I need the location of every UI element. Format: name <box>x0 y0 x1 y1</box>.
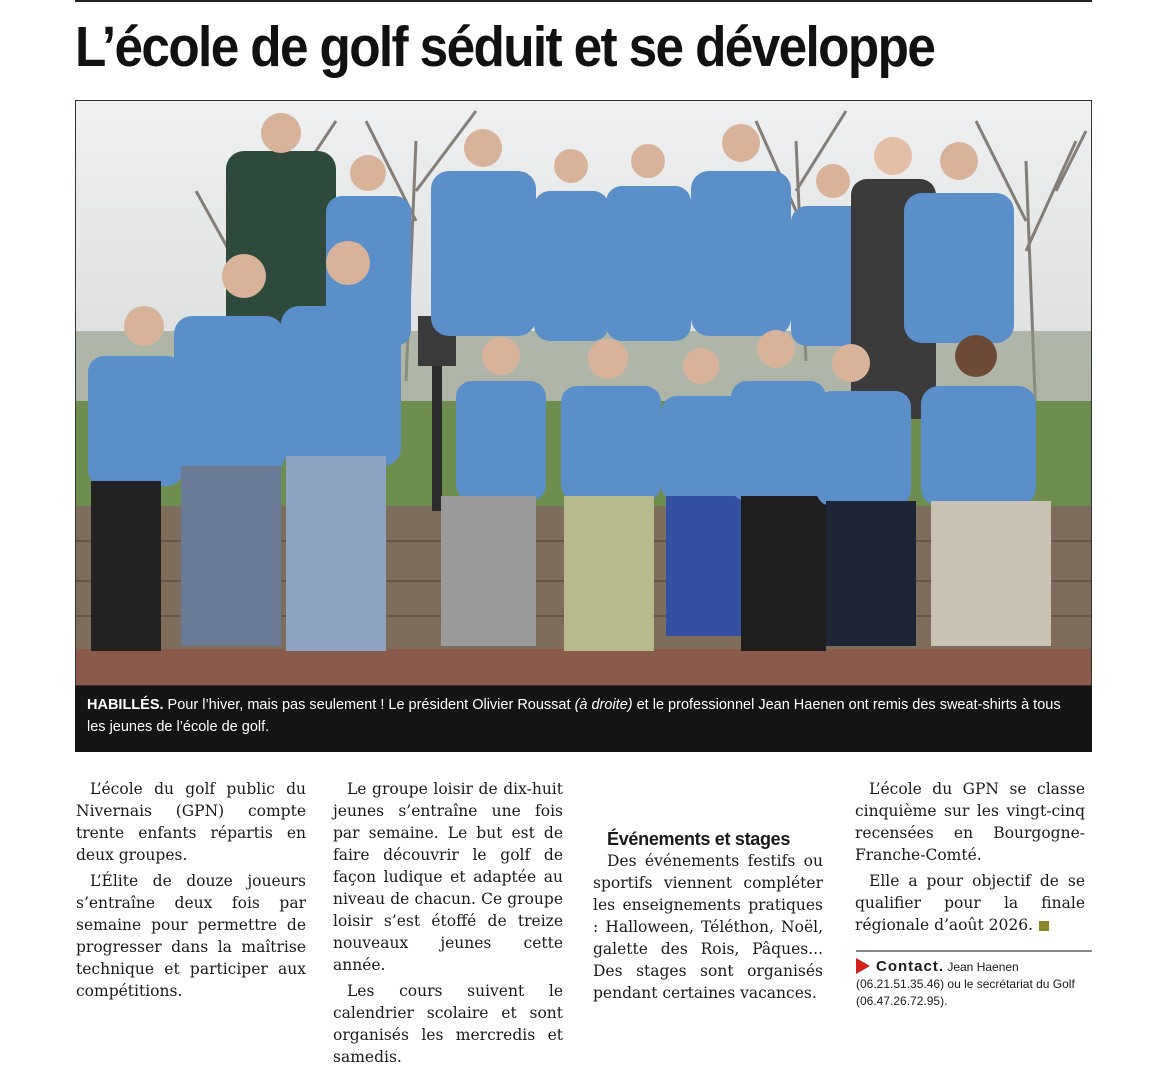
paragraph-7 <box>855 870 1085 936</box>
contact-text: Jean Haenen (06.21.51.35.46) ou le secrétariat du Golf (06.47.26.72.95). <box>856 960 1075 1008</box>
paragraph-1: L’école du golf public du Nivernais (GPN) compte trente enfants répartis en deux groupes. <box>76 780 306 864</box>
photo-caption <box>75 686 1092 752</box>
headline: L’école de golf séduit et se développe <box>75 15 935 79</box>
paragraph-2: L’Élite de douze joueurs s’entraîne deux fois par semaine pour permettre de progresser dans la maîtrise technique et participer aux compétitions. <box>76 872 306 1000</box>
group-photo-illustration <box>76 101 1091 685</box>
caption-lead: HABILLÉS. <box>87 697 164 713</box>
paragraph-6: L’école du GPN se classe cinquième sur les vingt-cinq recensées en Bourgogne-Franche-Comté. <box>855 780 1085 864</box>
caption-italic: (à droite) <box>574 697 633 713</box>
caption-text: Pour l’hiver, mais pas seulement ! Le président Olivier Roussat <box>163 697 575 713</box>
article-column-3 <box>593 778 823 1004</box>
contact-box <box>856 958 1096 1010</box>
article-column-1 <box>76 778 306 1002</box>
arrow-right-icon <box>856 958 870 974</box>
top-rule <box>75 0 1092 2</box>
paragraph-3: Le groupe loisir de dix-huit jeunes s’entraîne une fois par semaine. Le but est de faire découvrir le golf de façon ludique et adaptée au niveau de chacun. Ce groupe loisir s’est étoffé de treize nouveaux jeunes cette année. <box>333 780 563 974</box>
paragraph-7-text: Elle a pour objectif de se qualifier pour la finale régionale d’août 2026. <box>855 872 1085 934</box>
contact-divider <box>856 950 1092 952</box>
article-column-4 <box>855 778 1085 936</box>
paragraph-4: Les cours suivent le calendrier scolaire et sont organisés les mercredis et samedis. <box>333 982 563 1066</box>
group-photo <box>75 100 1092 686</box>
contact-label: Contact. <box>876 958 944 975</box>
caption-end: et le professionnel Jean Haenen ont remis des sweat-shirts à tous les jeunes de l’école de golf. <box>87 697 1061 735</box>
article-column-2 <box>333 778 563 1068</box>
end-mark-icon <box>1039 921 1049 931</box>
section-subhead: Événements et stages <box>607 829 791 849</box>
paragraph-5: Des événements festifs ou sportifs viennent compléter les enseignements pratiques : Halloween, Téléthon, Noël, galette des Rois, Pâques... Des stages sont organisés pendant certaines vacances. <box>593 852 823 1002</box>
